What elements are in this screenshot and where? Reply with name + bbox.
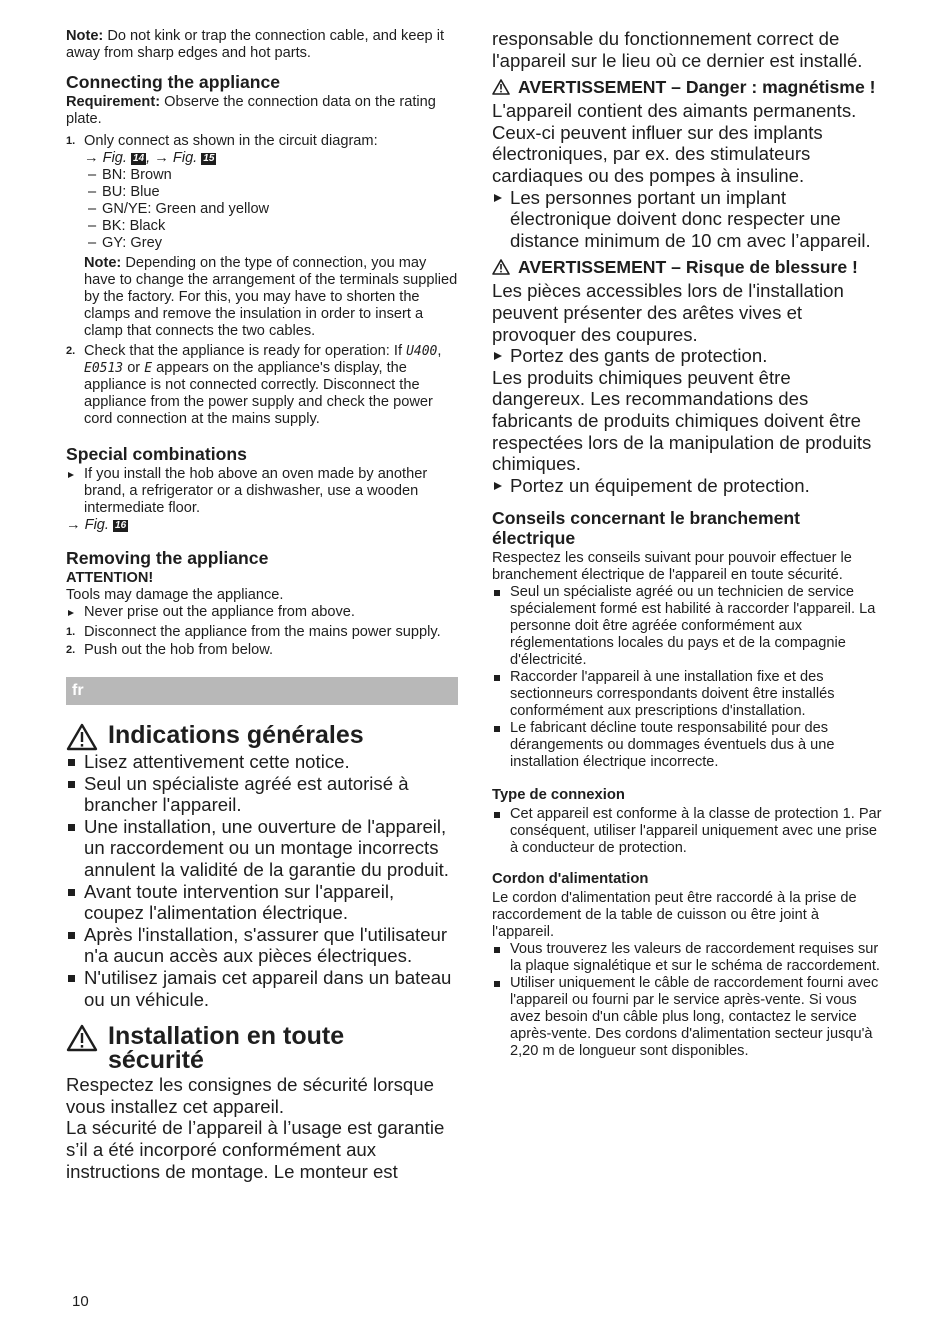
figure-number: 15 [203, 153, 215, 164]
right-column [492, 28, 884, 1060]
special-item: If you install the hob above an oven made by another brand, a refrigerator or a dishwasher, use a wooden intermediate floor. [66, 466, 458, 517]
warning-triangle-icon [66, 1024, 98, 1056]
list-item: Raccorder l'appareil à une installation fixe et des sectionneurs correspondants doivent être installés conformément aux prescriptions d'installation. [492, 669, 884, 720]
step-1: 1. Only connect as shown in the circuit diagram: → Fig. 14 , → Fig. 15 – BN: Brown – BU: Blue – GN/YE: Green and yellow – BK: Black – GY: Grey Note: Depending on the type of connection, you may have to change the arrangement of the terminals supplied by the factory. For this, you may have to shorten the clamps and remove the insulation in order to insert a clamp that connects the two cables. [66, 133, 458, 340]
warning-magnetism-heading: AVERTISSEMENT – Danger : magnétisme ! [492, 77, 884, 100]
list-item: Seul un spécialiste agréé est autorisé à brancher l'appareil. [66, 773, 458, 816]
remove-step-1: 1. Disconnect the appliance from the mains power supply. [66, 624, 441, 640]
figure-ref: → Fig. 16 [66, 517, 127, 533]
list-item: Seul un spécialiste agréé ou un technicien de service spécialement formé est habilité à raccorder l'appareil. La personne doit être agréée conformément aux réglementations locales du pays et de la compagnie d'électricité. [492, 584, 884, 669]
list-item: Utiliser uniquement le câble de raccordement fourni avec l'appareil ou fourni par le service après-vente. Si vous avez besoin d'un câble plus long, contactez le service après-vente. Des cordons d'alimentation secteur jusqu'à 2,20 m de longueur sont disponibles. [492, 975, 884, 1060]
heading-type: Type de connexion [492, 787, 625, 804]
continued-text: responsable du fonctionnement correct de l'appareil sur le lieu où ce dernier est installé. [492, 28, 863, 71]
list-item: Cet appareil est conforme à la classe de protection 1. Par conséquent, utiliser l'appareil uniquement avec une prise à conducteur de protection. [492, 806, 884, 857]
tools-text: Tools may damage the appliance. [66, 587, 284, 603]
cordon-intro: Le cordon d'alimentation peut être raccordé à la prise de raccordement de la table de cuisson ou être joint à l'appareil. [492, 890, 857, 941]
list-item: Une installation, une ouverture de l'appareil, un raccordement ou un montage incorrects annulent la validité de la garantie du produit. [66, 816, 458, 881]
list-item: Le fabricant décline toute responsabilité pour des dérangements ou dommages éventuels dus à une installation électrique incorrecte. [492, 720, 884, 771]
display-code: U400 [406, 344, 438, 359]
install-p2: La sécurité de l’appareil à l’usage est garantie s’il a été incorporé conformément aux instructions de montage. Le monteur est [66, 1117, 445, 1182]
heading-general: Indications générales [66, 723, 458, 747]
conseils-intro: Respectez les conseils suivant pour pouvoir effectuer le branchement électrique de l'appareil en toute sécurité. [492, 550, 852, 584]
list-item: Avant toute intervention sur l'appareil, coupez l'alimentation électrique. [66, 881, 458, 924]
figure-number: 16 [115, 520, 127, 531]
wire-item: – BU: Blue [84, 184, 458, 201]
display-code: E [144, 361, 153, 376]
action-item: Portez un équipement de protection. [492, 475, 884, 497]
warning-injury-text1: Les pièces accessibles lors de l'installation peuvent présenter des arêtes vives et provoquer des coupures. [492, 280, 844, 345]
wire-item: – BK: Black [84, 218, 458, 235]
warning-triangle-icon [492, 79, 510, 100]
note: Note: Do not kink or trap the connection cable, and keep it away from sharp edges and hot parts. [66, 28, 445, 61]
warning-magnetism-text: L'appareil contient des aimants permanents. Ceux-ci peuvent influer sur des implants électroniques, par ex. des stimulateurs cardiaques ou des pompes à insuline. [492, 100, 857, 186]
action-item: Les personnes portant un implant électronique doivent donc respecter une distance minimum de 10 cm avec l’appareil. [492, 187, 884, 252]
figure-number: 14 [133, 153, 145, 164]
warning-triangle-icon [492, 259, 510, 280]
warning-injury-heading: AVERTISSEMENT – Risque de blessure ! [492, 257, 884, 280]
action-item: Portez des gants de protection. [492, 345, 884, 367]
install-p1: Respectez les consignes de sécurité lorsque vous installez cet appareil. [66, 1074, 434, 1117]
list-item: Vous trouverez les valeurs de raccordement requises sur la plaque signalétique et sur le schéma de raccordement. [492, 941, 884, 975]
note-connection: Note: Depending on the type of connection, you may have to change the arrangement of the terminals supplied by the factory. For this, you may have to shorten the clamps and remove the insulation in order to insert a clamp that connects the two cables. [84, 255, 458, 339]
heading-conseils: Conseils concernant le branchement électrique [492, 508, 800, 549]
heading-install: Installation en toute sécurité [66, 1024, 458, 1072]
display-code: E0513 [84, 361, 124, 376]
list-item: N'utilisez jamais cet appareil dans un bateau ou un véhicule. [66, 967, 458, 1010]
general-list [66, 751, 458, 1010]
list-item: Lisez attentivement cette notice. [66, 751, 458, 773]
left-column [66, 28, 458, 1182]
wire-item: – GN/YE: Green and yellow [84, 201, 458, 218]
requirement: Requirement: Observe the connection data on the rating plate. [66, 94, 436, 127]
wire-item: – GY: Grey [84, 235, 458, 252]
heading-removing: Removing the appliance [66, 548, 269, 568]
list-item: Après l'installation, s'assurer que l'utilisateur n'a aucun accès aux pièces électriques. [66, 924, 458, 967]
heading-connecting: Connecting the appliance [66, 72, 281, 92]
heading-special: Special combinations [66, 444, 247, 464]
remove-step-2: 2. Push out the hob from below. [66, 642, 274, 658]
step-2: 2. Check that the appliance is ready for operation: If U400, E0513 or E appears on the appliance's display, the appliance is not connected correctly. Disconnect the appliance from the power supply and check the power cord connection at the mains supply. [66, 343, 442, 427]
never-item: Never prise out the appliance from above. [66, 604, 458, 621]
language-bar: fr [66, 677, 458, 705]
wire-item: – BN: Brown [84, 167, 458, 184]
heading-cordon: Cordon d'alimentation [492, 871, 649, 888]
figure-ref: → Fig. 14 , → Fig. 15 [84, 150, 215, 166]
attention-label: ATTENTION! [66, 570, 154, 586]
warning-injury-text2: Les produits chimiques peuvent être dangereux. Les recommandations des fabricants de produits chimiques doivent être respectées lors de la manipulation de produits chimiques. [492, 366, 872, 475]
page-number: 10 [72, 1293, 89, 1310]
